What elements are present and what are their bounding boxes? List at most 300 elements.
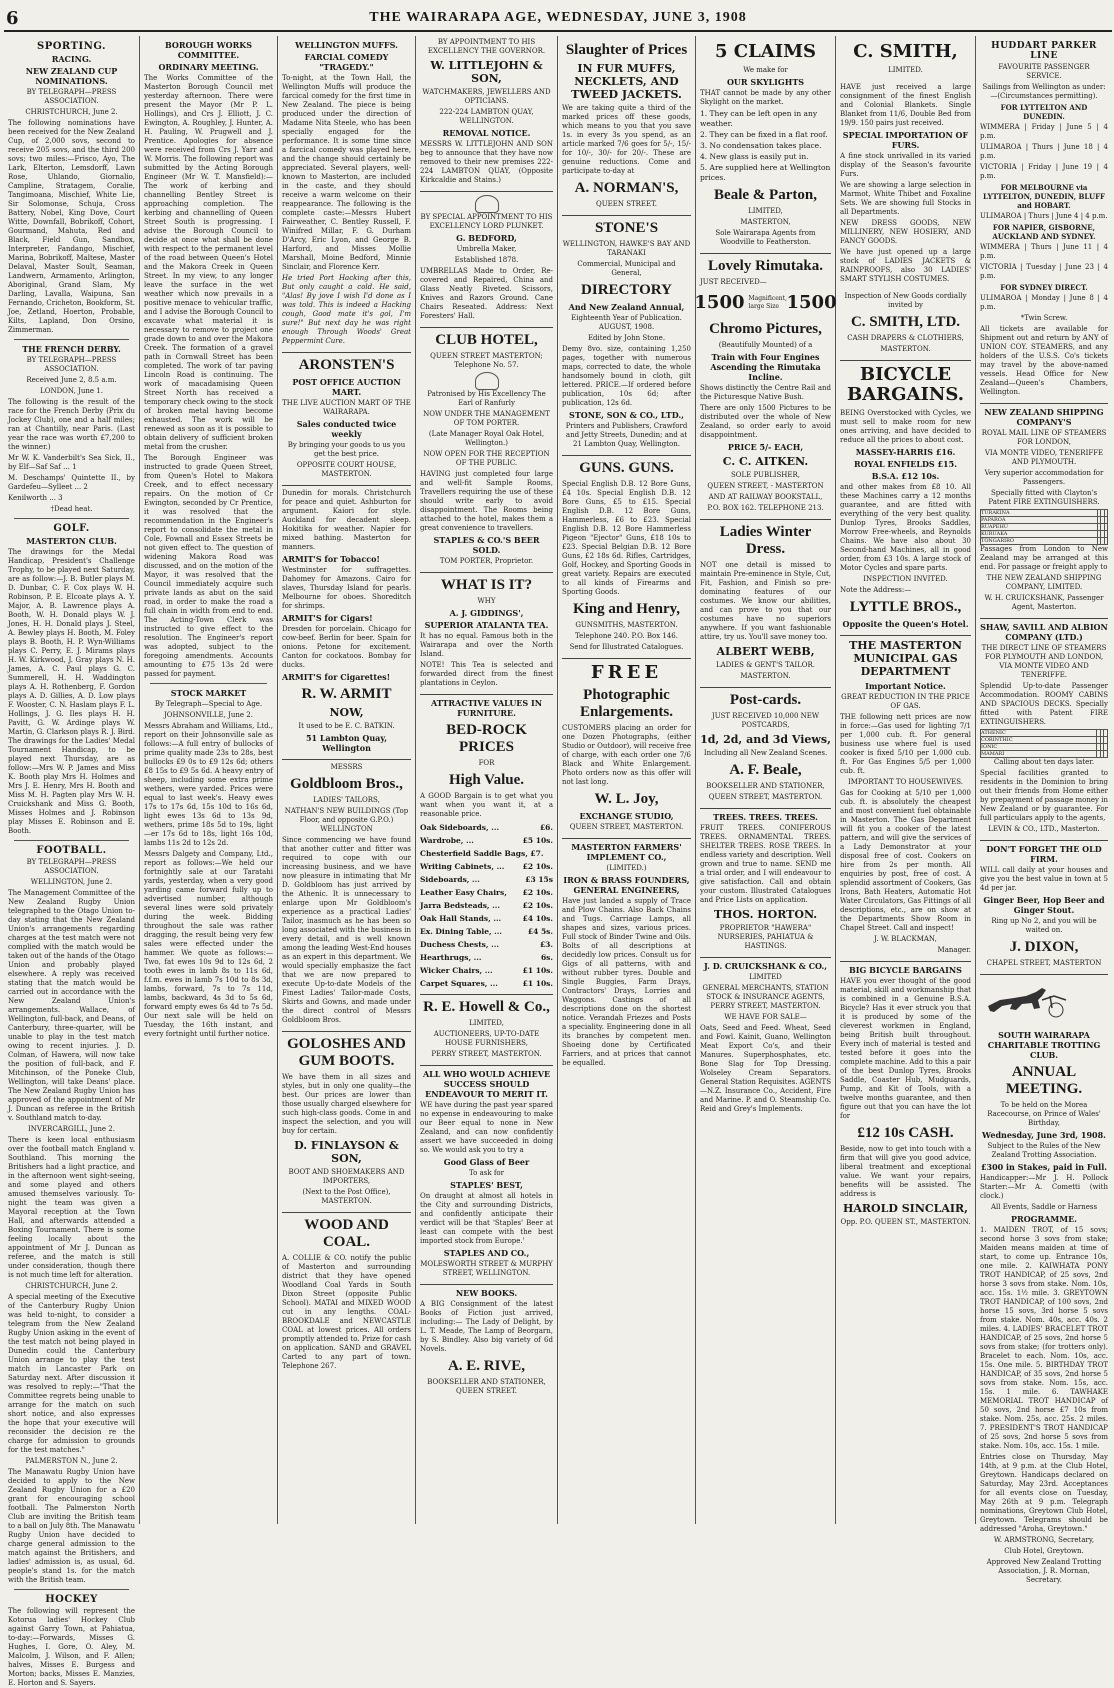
advert-text: Magnificent, large Size: [748, 295, 787, 310]
advert-af-beale: A. F. Beale,: [729, 762, 802, 778]
trotting-horse-icon: [980, 982, 1070, 1020]
advert-text: Splendid Up-to-date Passenger Accommodation. ROOMY CABINS AND SPACIOUS DECKS. Specially fitted with Patent FIRE EXTINGUISHERS.: [980, 682, 1108, 726]
advert-lovely-rimutaka: Lovely Rimutaka.: [707, 258, 823, 274]
table-cell: [1104, 737, 1108, 744]
advert-text: BOOT AND SHOEMAKERS AND IMPORTERS,: [288, 1168, 405, 1185]
dateline: CHRISTCHURCH, June 2.: [25, 108, 118, 116]
advert-text: Entries close on Thursday, May 14th, at 9 p.m. at the Club Hotel, Greytown. Handicaps declared on Saturday, May 23rd. Acceptances for all events close on Tuesday, May 26th at 9 p.m. Telegraph nominations, Greytown Club Hotel, Greytown. Telegrams should be addressed "Aroha, Greytown.": [980, 1453, 1108, 1533]
price-cell: Wicker Chairs, ...: [420, 966, 493, 975]
advert-text: Eighteenth Year of Publication. AUGUST, 1908.: [571, 314, 682, 331]
advert-text: SPECIAL IMPORTATION OF FURS.: [842, 130, 969, 150]
heading-borough-works: BOROUGH WORKS COMMITTEE.: [165, 40, 252, 60]
sailing-row: WIMMERA | Friday | June 5 | 4 p.m.: [980, 123, 1108, 140]
masthead-title: THE WAIRARAPA AGE, WEDNESDAY, JUNE 3, 1908: [369, 10, 747, 25]
advert-text: Commercial, Municipal and General,: [577, 260, 676, 277]
advert-text: STAPLES' BEST,: [450, 1180, 523, 1190]
advert-lyttle-bros: LYTTLE BROS.,: [849, 599, 962, 615]
advert-text: Demy 8vo. size, containing 1,250 pages, together with numerous maps, corrected to date, the whole handsomely bound in cloth, gilt lettered. PRICE.—If ordered before publication, 10s 6d; after publication, 12s 6d.: [562, 345, 691, 407]
advert-text: It has no equal. Famous both in the Wairarapa and over the North Island.: [420, 632, 553, 658]
subheading: FARCIAL COMEDY "TRAGEDY.": [304, 52, 389, 72]
advert-text: NOTE! This Tea is selected and forwarded direct from the finest plantations in Ceylon.: [420, 661, 553, 687]
advert-text: WHY: [477, 597, 496, 605]
table-cell: [1104, 517, 1107, 524]
heading-stock-market: STOCK MARKET: [170, 688, 247, 698]
advert-text: HAVING just completed four large and well-fit Sample Rooms, Travellers requiring the use of these should write early to avoid disappointment. The Rooms being attached to the hotel, makes them a great convenience to travellers.: [420, 470, 553, 532]
claim-item: 4. New glass is easily put in.: [700, 152, 809, 161]
ship-name: ATHENIC: [981, 730, 1097, 737]
claim-item: 5. Are supplied here at Wellington prices.: [700, 163, 831, 182]
advert-c-smith-ltd: C. SMITH, LTD.: [850, 314, 961, 330]
advert-text: QUEEN STREET MASTERTON; Telephone No. 57.: [430, 352, 543, 369]
advert-aronsten: ARONSTEN'S: [298, 357, 395, 373]
advert-text: MASTERTON.: [740, 672, 791, 680]
royal-crest-icon: [475, 372, 499, 390]
advert-text: P.O. BOX 162. TELEPHONE 213.: [707, 504, 824, 512]
dateline: CHRISTCHURCH, June 2.: [25, 1282, 118, 1290]
sailing-row: WIMMERA | Thurs | June 11 | 4 p.m.: [980, 243, 1108, 260]
advert-stones: STONE'S: [594, 220, 659, 236]
advert-huddart-parker: HUDDART PARKER LINE: [991, 41, 1097, 61]
advert-text: Edited by John Stone.: [587, 334, 666, 342]
sailing-row: ULIMAROA | Monday | June 8 | 4 p.m.: [980, 294, 1108, 311]
advert-text: TOM PORTER, Proprietor.: [439, 557, 534, 565]
advert-armit: ARMIT'S for Cigarettes!: [282, 672, 391, 682]
masthead: [4, 6, 1112, 32]
price-cell: £4 10s.: [522, 914, 553, 923]
dateline: BY TELEGRAPH—PRESS ASSOCIATION.: [26, 88, 117, 105]
advert-text: (Late Manager Royal Oak Hotel, Wellington.): [428, 430, 545, 447]
advert-text: SOLE PUBLISHER,: [730, 471, 801, 479]
column-2-borough: [140, 36, 278, 1524]
advert-dont-forget: DON'T FORGET THE OLD FIRM.: [986, 844, 1102, 864]
advert-text: B.S.A. £12 10s.: [871, 471, 940, 481]
ship-name: MAMARI: [981, 751, 1097, 758]
advert-text: NEW DRESS GOODS, NEW MILLINERY, NEW HOSIERY, AND FANCY GOODS.: [840, 219, 971, 245]
advert-text: ROYAL MAIL LINE OF STEAMERS FOR LONDON,: [981, 429, 1107, 446]
advert-text: INSPECTION INVITED.: [863, 575, 948, 583]
advert-littlejohn: W. LITTLEJOHN & SON,: [430, 59, 543, 85]
ship-row: [981, 538, 1108, 545]
dateline: BY TELEGRAPH—PRESS ASSOCIATION.: [26, 858, 117, 875]
advert-text: Have just landed a supply of Trace and Plow Chains. Also Back Chains and Tugs. Carriage Lamps, all shapes and sizes, various prices. Full stock of Binder Twine and Oils. Bolts of all descriptions at decidedly low prices. Consult us for Gigs of all patterns, with and without rubber tyres. Double and Single Buggies, Farm Drays, Contractors' Drays, Lorries and Waggons. Castings of all descriptions done on the shortest notice. Verandah Friezes and Posts a speciality. Engineering done in all its branches by competent men. Shoeing done by Certificated Farriers, and at prices that cannot be equalled.: [562, 897, 691, 1067]
table-cell: [1104, 524, 1107, 531]
price-cell: Leather Easy Chairs,: [420, 888, 507, 897]
advert-text: WE have during the past year spared no expense in endeavouring to make our Beer equal to none in New Zealand, and can now confidently assert we have succeeded in doing so. We would ask you to try a: [420, 1101, 553, 1154]
price-cell: Wardrobe, ...: [420, 836, 474, 845]
advert-text: JUST RECEIVED 10,000 NEW POSTCARDS,: [711, 712, 820, 729]
table-cell: [1104, 510, 1107, 517]
advert-text: THE LIVE AUCTION MART OF THE WAIRARAPA.: [282, 399, 411, 416]
advert-text: AND AT RAILWAY BOOKSTALL,: [708, 493, 823, 501]
advert-text: Passages from London to New Zealand may be arranged at this end. For passage or freight apply to: [980, 545, 1108, 571]
advert-poem: He tried Port Hacking after this, But only caught a cold. He said, "Alas! By jove I wish I'd done as I was told. This is indeed a Hacking cough, Good mate it's gol, I'm sure!" But next day he was right enough Through Woods' Great Peppermint Cure.: [282, 274, 411, 345]
heading-masterton-club: MASTERTON CLUB.: [26, 536, 117, 546]
advert-text: £300 in Stakes, paid in Full.: [980, 1162, 1108, 1172]
advert-shaw-savill: SHAW, SAVILL AND ALBION COMPANY (LTD.): [980, 622, 1108, 642]
advert-text: Established 1878.: [454, 256, 519, 264]
advert-text: Specially fitted with Clayton's Patent FIRE EXTINGUISHERS.: [988, 489, 1100, 506]
advert-text: MASSEY-HARRIS £16.: [855, 447, 956, 457]
advert-text: IN FUR MUFFS, NECKLETS, AND TWEED JACKETS.: [571, 62, 682, 101]
advert-text: Since commencing we have found that another cutter and fitter was required to cope with our increasing business, and we have now pleasure in intimating that Mr D. Goldbloom has just arrived by the Athenic. It is unnecessary to enlarge upon Mr Goldbloom's experience as a practical Ladies' Tailor, inasmuch as he has been so long associated with the business in every detail, and is well known among the leading West-End houses as an expert in this department. We would specially emphasize the fact that we are now prepared to execute Up-to-date Models of the Finest Ladies' Tailor-made Costs, Skirts and Gowns, and made under the direct control of Messrs Goldbloom Bros.: [282, 836, 411, 1024]
price-row: [420, 951, 553, 964]
advert-text: A. COLLIE & CO. notify the public of Masterton and surrounding district that they have opened Woodland Coal Yards in South Dixon Street (opposite Public School). MATAI and MIXED WOOD cut in any lengths. COAL-BROOKDALE and NEWCASTLE COAL at lowest prices. All orders promptly attended to. Prize for cash on application. SAND and GRAVEL Carted to any part of town. Telephone 267.: [282, 1254, 411, 1370]
advert-text: A. J. GIDDINGS',: [449, 608, 524, 618]
advert-text: MASTERTON.: [880, 345, 931, 353]
price-cell: Oak Hall Stands, ...: [420, 914, 502, 923]
advert-joy: W. L. Joy,: [594, 791, 659, 807]
advert-text: MOLESWORTH STREET & MURPHY STREET, WELLINGTON.: [420, 1260, 553, 1277]
advert-text: JUST RECEIVED—: [700, 278, 767, 286]
article-text: The following nominations have been received for the New Zealand Cup, of 2,000 sovs, second to receive 205 sovs, and the third 200 sovs; two miles:—Frisco, Ayo, The Lark, Elterton, Lemsdorff, Lawn Rose, Uhlando, Giornalio, Campline, Stratagem, Coralie, Tangimoana, Mischief, White Lie, Sir Solomonse, Schuja, Cross Battery, Nobel, King Dove, Court Witte, Downfall, Bobrikoff, Cohort, Gourmand, Mahuta, Red and Black, Field Gun, Sandbox, Interpreter, Fandango, Mischief, Marina, Bobrikoff, Maltese, Master Delaval, Master Soult, Seaman, Landwern, Armamento, Arlington, Aboriginal, Grand Slam, My Darling, Lavalla, Waipuna, San Fernando, Cricheton, Bookform, St. Joe, Zetland, Hoerton, Probable, Kilts, Lapland, Don Orsino, Zimmerman.: [8, 119, 135, 334]
advert-text: Patronised by His Excellency The Earl of Ranfurly: [427, 390, 546, 407]
ship-row: [981, 751, 1108, 758]
sailing-table: [980, 509, 1108, 545]
advert-text: LIMITED: [749, 973, 782, 981]
advert-text: 1d, 2d, and 3d Views,: [700, 733, 831, 746]
advert-text: 222-224 LAMBTON QUAY, WELLINGTON.: [439, 108, 534, 125]
advert-text: STONE, SON & CO., LTD.,: [569, 410, 684, 420]
heading-racing: RACING.: [51, 54, 92, 64]
advert-text: GENERAL MERCHANTS, STATION STOCK & INSURANCE AGENTS, PERRY STREET, MASTERTON.: [702, 984, 829, 1010]
advert-armit: ARMIT'S for Cigars!: [282, 613, 373, 623]
table-cell: [1104, 538, 1107, 545]
price-list: [420, 821, 553, 990]
page-number: 6: [6, 8, 19, 29]
advert-goldbloom: Goldbloom Bros.,: [290, 776, 403, 792]
advert-text: CHAPEL STREET, MASTERTON: [986, 959, 1102, 967]
advert-text: Subject to the Rules of the New Zealand Trotting Association.: [987, 1142, 1101, 1159]
advert-text: Printers and Publishers, Crawford and Jetty Streets, Dunedin; and at 21 Lambton Quay, Wellington.: [565, 422, 688, 448]
advert-ladies-winter-dress: Ladies Winter Dress.: [719, 524, 812, 557]
advert-text: POST OFFICE AUCTION MART.: [292, 377, 401, 397]
advert-rw-armit: R. W. ARMIT: [301, 686, 392, 702]
price-cell: Hearthrugs, ...: [420, 953, 482, 962]
advert-cruickshank: J. D. CRUICKSHANK & CO.,: [703, 961, 828, 971]
advert-club-hotel: CLUB HOTEL,: [435, 332, 538, 348]
price-row: [420, 977, 553, 990]
advert-goloshes: GOLOSHES AND GUM BOOTS.: [287, 1036, 406, 1069]
advert-text: We make for: [743, 66, 788, 74]
price-cell: Writing Cabinets, ...: [420, 862, 505, 871]
advert-text: LADIES & GENT'S TAILOR.: [715, 661, 816, 669]
advert-text: Inspection of New Goods cordially invited by: [844, 292, 967, 309]
claim-list: [700, 109, 831, 183]
advert-text: Opposite the Queen's Hotel.: [842, 619, 969, 629]
dateline: PALMERSTON N., June 2.: [25, 1457, 118, 1465]
ship-name: TONGARIRO: [981, 538, 1098, 545]
advert-text: WE HAVE FOR SALE—: [724, 1013, 807, 1021]
dateline: WELLINGTON, June 2.: [30, 878, 113, 886]
price-row: [420, 912, 553, 925]
advert-text: ANNUAL MEETING.: [1005, 1064, 1083, 1097]
advert-text: WELLINGTON, HAWKE'S BAY AND TARANAKI: [562, 240, 691, 257]
table-cell: [1104, 751, 1108, 758]
sailing-row: VICTORIA | Friday | June 19 | 4 p.m.: [980, 163, 1108, 180]
advert-text: W. H. CRUICKSHANK, Passenger Agent, Masterton.: [984, 594, 1104, 611]
advert-text: Send for Illustrated Catalogues.: [569, 643, 684, 651]
advert-text: REMOVAL NOTICE.: [442, 128, 531, 138]
advert-text: NOT one detail is missed to maintain Pre-eminence in Style, Cut, Fit, Fashion, and Finish so pre-dominating features of our costumes. We know our abilities, and can prove to you that our costumes have no superiors anywhere. If you want fashionable attire, try us. You'll save money too.: [700, 561, 831, 641]
article-text: Messrs Dalgety and Company, Ltd., report as follows:—We held our fortnightly sale at our Taratahi yards, yesterday, when a very good yarding came forward fully up to advertised number, although several lines were sold privately during the week. Bidding throughout the sale was rather dragging, the result being very few sales were effected under the hammer. We quote as follows:—Two, fat ewes 10s 9d to 12s 6d, 2 tooth ewes in lamb 8s to 11s 6d, f.f.m. ewes in lamb 7s 10d to 8s 3d, lambs, forward, 7s to 7s 11d, lambs, backward, 4s 3d to 5s 6d, forward empty ewes 6s 4d to 7s 5d. Our next sale will be held on Tuesday, the 16th instant, and every fortnight until further notice.: [144, 850, 273, 1038]
price-cell: £6.: [539, 823, 553, 832]
advert-text: PERRY STREET, MASTERTON.: [431, 1050, 542, 1058]
advert-text: FRUIT TREES. CONIFEROUS TREES. ORNAMENTAL TREES. SHELTER TREES. ROSE TREES. In endless variety and description. Well grown and true to name. SEND me a trial order, and I will endeavour to give satisfaction. Call and obtain your custom. Illustrated Catalogues and Price Lists on application.: [700, 824, 831, 904]
advert-king-henry: King and Henry,: [572, 601, 681, 617]
advert-text: Approved New Zealand Trotting Association, J. R. Mornan, Secretary.: [986, 1558, 1102, 1584]
advert-text: WATCHMAKERS, JEWELLERS AND OPTICIANS.: [422, 88, 551, 105]
price-cell: £4 5s.: [527, 927, 553, 936]
column-1-sport: [4, 36, 140, 1687]
ship-name: CORINTHIC: [981, 737, 1097, 744]
advert-text: WILL call daily at your houses and give you the best value in town at 5 4d per jar.: [980, 866, 1108, 892]
advert-text: LIMITED,: [748, 207, 783, 215]
advert-free: FREE: [590, 662, 663, 683]
advert-text: CASH DRAPERS & CLOTHIERS,: [847, 334, 964, 342]
advert-text: It used to be E. C. BATKIN.: [298, 722, 395, 730]
advert-farmers-implement: MASTERTON FARMERS' IMPLEMENT CO.,: [571, 842, 682, 862]
advert-text: A BIG Consignment of the latest Books of Fiction just arrived, including:— The Lady of Delight, by L. T. Meade, The Lamp of Beorgarn, by S. Bindley. Also big variety of 6d Novels.: [420, 1300, 553, 1353]
advert-text: THE NEW ZEALAND SHIPPING COMPANY, LIMITED.: [986, 574, 1102, 591]
advert-text: and other makes from £8 10. All these Machines carry a 12 months guarantee, and are fitted with everything of the very best quality. Dunlop Tyres, Brooks Saddles, Morrow Free-wheels, and Reynolds Chains. We have also about 30 Second-hand Machines, all in good order, from £3 10s. A large stock of Motor Cycles and spare parts.: [840, 483, 971, 572]
advert-text: W. ARMSTRONG, Secretary,: [993, 1536, 1095, 1544]
advert-text: THE following nett prices are now in force:—Gas used for lighting 7/1 per 1,000 cub. ft. For general business use where fuel is used cooker is fixed 5/10 per 1,000 cub. ft. For Gas Engines 5/5 per 1,000 cub. ft.: [840, 713, 971, 775]
advert-trees: TREES. TREES. TREES.: [713, 812, 818, 822]
advert-albert-webb: ALBERT WEBB,: [716, 645, 815, 658]
advert-text: Chromo Pictures,: [709, 321, 822, 337]
price-row: [420, 847, 553, 860]
advert-text: MESSRS W. LITTLEJOHN AND SON beg to announce that they have now removed to their new premises 222-224 LAMBTON QUAY, (Opposite Kirkcaldie and Stains.): [420, 140, 553, 184]
heading-football: FOOTBALL.: [36, 845, 107, 856]
sailing-row: VICTORIA | Tuesday | June 23 | 4 p.m.: [980, 263, 1108, 280]
advert-tea: WHAT IS IT?: [440, 577, 533, 593]
dateline: BY TELEGRAPH—PRESS ASSOCIATION.: [26, 356, 117, 373]
claim-item: 3. No condensation takes place.: [700, 141, 822, 150]
advert-text: NOW,: [329, 706, 364, 719]
advert-text: THE DIRECT LINE OF STEAMERS FOR PLYMOUTH AND LONDON, VIA MONTE VIDEO AND TENERIFFE.: [981, 644, 1107, 679]
advert-text: And New Zealand Annual,: [568, 302, 685, 312]
advert-text: UMBRELLAS Made to Order, Re-covered and Repaired, China and Glass Neatly Riveted. Scissors, Knives and Razors Ground. Cane Chairs Reseated. Address: Next Foresters' Hall.: [420, 267, 553, 320]
advert-postcards: Post-cards.: [729, 692, 802, 708]
dateline: JOHNSONVILLE, June 2.: [164, 711, 253, 719]
ship-name: KURUAKA: [981, 531, 1098, 538]
advert-text: (Next to the Post Office), MASTERTON.: [302, 1188, 391, 1205]
article-text: Messrs Abraham and Williams, Ltd., report on their Johnsonville sale as follows:—A full entry of bullocks of prime quality made 23s to 28s, best bullocks £9 0s to £9 12s 6d; others £8 15s to £9 5s 6d. A heavy entry of sheep, including some extra prime wethers, were yarded. Prices were equal to last week's. Heavy ewes 17s to 17s 6d, 15s 10d to 16s 6d, light ewes 13s 6d to 13s 9d, wethers, prime 18s 5d to 19s, light—er 17s 6d to 18s, light 16s 10d, lambs 11s 2d to 12s 2d.: [144, 722, 273, 847]
advert-text: Shows distinctly the Centre Rail and the Picturesque Native Bush.: [700, 384, 831, 401]
advert-text: Wednesday, June 3rd, 1908.: [982, 1130, 1106, 1140]
advert-text: Important Notice.: [865, 681, 946, 691]
route-heading: FOR MELBOURNE via LYTTELTON, DUNEDIN, BLUFF and HOBART.: [982, 183, 1106, 210]
column-4: [416, 36, 558, 1524]
advert-text: SUPERIOR ATALANTA TEA.: [424, 620, 549, 630]
advert-text: Sales conducted twice weekly: [296, 419, 397, 439]
footnote: *Twin Screw.: [1020, 314, 1068, 322]
table-cell: [1104, 730, 1108, 737]
advert-text: MESSRS: [330, 763, 363, 771]
article-text: The following is the result of the race for the French Derby (Prix du Jockey Club), one and a half miles; ran at Chantilly, near Paris. (Last year the race was worth £7,200 to the winner.): [8, 398, 135, 451]
advert-text: 1. MAIDEN TROT, of 15 sovs; second horse 3 sovs from stake; Maiden means maiden at time of start, to come up. Entrance 10s, one mile. 2. KAIWHATA PONY TROT HANDICAP, of 25 sovs, 2nd horse 3 sovs from stake. Nom. 10s, acc. 15s. 1½ mile. 3. GREYTOWN TROT HANDICAP, of 100 sovs, 2nd horse 15 sovs, 3rd horse 5 sovs from stake. Nom. 40s, acc. 40s. 2 miles. 4. LADIES' BRACELET TROT HANDICAP, of 25 sovs, 2nd horse 5 sovs from stake; (for trotters only). Bracelet to each. Nom. 10s, acc. 15s. One mile. 5. BIRTHDAY TROT HANDICAP, of 35 sovs, 2nd horse 5 sovs from stake. Nom. 15s, acc. 15s. 1 mile. 6. TAWHAKE MEMORIAL TROT HANDICAP of 50 sovs, 2nd horse £7 10s from stake. Nom. 25s, acc. 25s. 2 miles. 7. PRESIDENT'S TROT HANDICAP of 25 sovs, 2nd horse 5 sovs from stake. Nom. 10s, acc. 15s. 1 mile.: [980, 1226, 1108, 1450]
advert-text: On draught at almost all hotels in the City and surrounding Districts, and confidently anticipate their verdict will be that 'Staples' Beer at least can compete with the best imported stock from Europe.': [420, 1192, 553, 1245]
advert-text: LIMITED,: [469, 1019, 504, 1027]
price-row: [420, 821, 553, 834]
price-cell: £1 10s.: [522, 966, 553, 975]
advert-text: Very superior accommodation for Passengers.: [984, 469, 1104, 486]
race-result: M. Deschamps' Quintette II., by Gardefeu—Sylleet ... 2: [8, 474, 135, 491]
heading-wellington-muffs: WELLINGTON MUFFS.: [295, 40, 398, 50]
column-8: [976, 36, 1112, 1584]
advert-dixon: J. DIXON,: [1009, 939, 1079, 955]
advert-text: BEING Overstocked with Cycles, we must sell to make room for new ones arriving, and have decided to reduce all the prices to about cost.: [840, 409, 971, 444]
column-6: [696, 36, 836, 1524]
advert-text: Special English D.B. 12 Bore Guns, £4 10s. Special English D.B. 12 Bore Guns, £5 to £15. Special English D.B. 12 Bore Guns, Hammerless, £6 to £23. Special English D.B. 12 Bore Hammerless Pigeon "Ejector" Guns, £18 10s to £23. Special Belgian D.B. 12 Bore Guns, £2 18s 6d. Rifles, Cartridges, Golf, Hockey, and Sporting Goods in great variety. Repairs are executed to all kinds of Firearms and Sporting Goods.: [562, 480, 691, 596]
ship-name: TURAKINA: [981, 510, 1098, 517]
advert-text: High Value.: [448, 772, 525, 788]
heading-nz-cup: NEW ZEALAND CUP NOMINATIONS.: [25, 66, 118, 86]
advert-text: Ring up No 2, and you will be waited on.: [991, 917, 1097, 934]
advert-new-books: NEW BOOKS.: [455, 1288, 518, 1298]
advert-text: STAPLES & CO.'S BEER SOLD.: [433, 535, 540, 555]
ship-row: [981, 531, 1108, 538]
advert-text: Oats, Seed and Feed. Wheat, Seed and Fowl. Kainit, Guano, Wellington Meat Export Co's, and their Manures. Superphosphates, etc. Bone Slag for Top Dressing. Wolseley Cream Separators. General Station Requisites. AGENTS—N.Z. Insurance Co., Accident, Fire and Marine. P. and O. Steamship Co. Reid and Grey's Implements.: [700, 1024, 831, 1113]
dateline: LONDON, June 1.: [40, 387, 103, 395]
advert-text: Including all New Zealand Scenes.: [703, 749, 828, 757]
advert-finlayson: D. FINLAYSON & SON,: [294, 1139, 399, 1165]
advert-slaughter: Slaughter of Prices: [565, 42, 688, 58]
advert-beale-parton: Beale & Parton,: [714, 187, 817, 203]
advert-text: OPPOSITE COURT HOUSE, MASTERTON.: [296, 461, 397, 478]
price-cell: £2 10s.: [522, 901, 553, 910]
advert-bedford: G. BEDFORD,: [456, 233, 517, 243]
advert-rive: A. E. RIVE,: [447, 1358, 526, 1374]
dateline: By Telegraph—Special to Age.: [154, 700, 263, 708]
advert-5-claims: 5 CLAIMS: [714, 41, 817, 62]
advert-guns: GUNS. GUNS.: [579, 460, 674, 476]
advert-price: £12 10s CASH.: [857, 1125, 954, 1141]
sailing-table: [980, 729, 1108, 758]
price-row: [420, 834, 553, 847]
advert-text: To be held on the Morea Racecourse, on Prince of Wales' Birthday,: [987, 1101, 1101, 1127]
advert-text: AUCTIONEERS, UP-TO-DATE HOUSE FURNISHERS,: [433, 1030, 540, 1047]
article-text: The Borough Engineer was instructed to grade Queen Street, from Queen's Hotel to Makora Creek, and to effect necessary repairs. On the motion of Cr Ewington, seconded by Cr Prentice, it was resolved that the recommendation in the Engineer's report to consolidate the metal in Cole, Fownall and Essex Streets be not given effect to. The question of widening Makora Road was discussed, and on the motion of the Mayor, it was resolved that the Council immediately acquire such private lands as abut on the said road, in order to make the road a full chain in width from end to end. The Acting-Town Clerk was instructed to give effect to the resolution. The Engineer's report was adopted, subject to the foregoing amendments. Accounts amounting to £75 13s 2d were passed for payment.: [144, 454, 273, 678]
advert-norman: A. NORMAN'S,: [574, 180, 679, 196]
heading-hockey: HOCKEY: [45, 1594, 98, 1605]
advert-text: BOOKSELLER AND STATIONER, QUEEN STREET.: [427, 1378, 546, 1395]
advert-text: QUEEN STREET, MASTERTON.: [708, 793, 823, 801]
advert-text: IRON & BRASS FOUNDERS, GENERAL ENGINEERS,: [563, 875, 690, 895]
sailing-row: ULIMAROA | Thurs | June 4 | 4 p.m.: [980, 212, 1108, 220]
advert-text: QUEEN STREET.: [595, 200, 658, 208]
article-text: The following will represent the Kotorua ladies' Hockey Club against Garry Town, at Pahiatua, to-day:—Forwards, Misses G. Hughes, I. Gore, O. Aley, M. Malcolm, J. Wilson, and F. Allen; halves, Misses E. Burgess and Morton; backs, Misses E. Manzies, E. Horton and S. Sayers.: [8, 1607, 135, 1687]
advert-text: VIA MONTE VIDEO, TENERIFFE AND PLYMOUTH.: [984, 449, 1104, 466]
advert-text: BOOKSELLER AND STATIONER,: [706, 782, 825, 790]
advert-text: HAVE you ever thought of the good material, skill and workmanship that is combined in a Genuine B.S.A. Bicycle? Has it ever struck you that it is produced by some of the cleverest workmen in England, being British built throughout. Every inch of material is tested and tested before it goes into the complete machine. Add to this a pair of the best Dunlop Tyres, Brooks Saddle, Coaster Hub, Mudguards, Pump, and Kit of Tools, with a twelve months guarantee, and then figure out that you can have the lot for: [840, 977, 971, 1120]
advert-text: GREAT REDUCTION IN THE PRICE OF GAS.: [841, 693, 970, 710]
advert-aitken: C. C. AITKEN.: [722, 455, 809, 468]
advert-text: LIMITED.: [888, 66, 923, 74]
dateline: INVERCARGILL, June 2.: [28, 1125, 115, 1133]
advert-text: All tickets are available for Shipment out and return by ANY of UNION COY. STEAMERS, and any holders of the U.S.S. Co's tickets may travel by the above-named vessels. Head Office for New Zealand—Queen's Chambers, Wellington.: [980, 325, 1108, 396]
price-cell: Jarra Bedsteads, ...: [420, 901, 500, 910]
price-cell: Carpet Squares, ...: [420, 979, 498, 988]
advert-text: Umbrella Maker,: [456, 245, 517, 253]
advert-armit: ARMIT'S for Tobacco!: [282, 554, 380, 564]
advert-text: Special facilities granted to residents in the Dominion to bring out their friends from Home either by prepayment of passage money in New Zealand or by guarantee. For full particulars apply to the agents,: [980, 769, 1108, 822]
advert-text: PRICE 5/- EACH,: [727, 442, 804, 452]
advert-text: Telephone 240. P.O. Box 146.: [575, 632, 678, 640]
advert-text: IMPORTANT TO HOUSEWIVES.: [847, 778, 964, 786]
article-text: The Management Committee of the New Zealand Rugby Union telegraphed to the Otago Union to-day stating that the New Zealand Union's arrangements regarding charges at the test match were not complied with the match would be taken out of the hands of the Otago Union and probably played elsewhere. A reply was received stating that the match would be carried out in accordance with the New Zealand Union's arrangements. Wallace, of Wellington, full-back, and Deans, of Canterbury, three-quarter, will be unable to play in the test match owing to recent injuries. J. D. Colman, of Hawera, will now take the position of full-back, and F. Mitchinson, of the Poneke Club, Wellington, will take Deans' place. The New Zealand Rugby Union has approved of the appointment of Mr J. Duncan as referee in the British v. Southland match to-day.: [8, 889, 135, 1122]
column-7: [836, 36, 976, 1524]
ship-name: IONIC: [981, 744, 1097, 751]
price-row: [420, 860, 553, 873]
advert-text: FAVOURITE PASSENGER SERVICE.: [998, 63, 1090, 80]
sailing-row: ULIMAROA | Thurs | June 18 | 4 p.m.: [980, 143, 1108, 160]
article-text: To-night, at the Town Hall, the Wellington Muffs will produce the farcical comedy for the first time in New Zealand. The piece is being produced under the direction of Madame Nita Steele, who has been specially engaged for the performance. It is some time since a farcical comedy was played here, and the change should certainly be appreciated. Several players, well-known to Masterton, are included in the caste, and they should receive a warm welcome on their reappearance. The following is the complete caste:—Messrs Hubert Fairweather, C. Bentley Russell, F. Winifred Millar, F. G. Durham D'Arcy, Eric Lyon, and George B. Harford, and Misses Mollie Marshall, Moine Bedford, Minnie Sinclair, and Florence Kerr.: [282, 74, 411, 271]
advert-text: Manager.: [937, 946, 971, 954]
advert-text: All Events, Saddle or Harness: [990, 1203, 1098, 1211]
price-cell: Oak Sideboards, ...: [420, 823, 500, 832]
ship-name: RUAPEHU: [981, 524, 1098, 531]
dateline: Received June 2, 8.5 a.m.: [26, 376, 117, 384]
advert-text: Calling about ten days later.: [993, 758, 1095, 766]
ship-row: [981, 524, 1108, 531]
advert-text: Train with Four Engines Ascending the Rimutaka Incline.: [710, 352, 821, 382]
column-5: [558, 36, 696, 1524]
route-heading: FOR NAPIER, GISBORNE, AUCKLAND AND SYDNEY.: [992, 223, 1096, 241]
advert-text: Dunedin for morals. Christchurch for peace and quiet. Ashburton for argument. Kaiori for style. Auckland for decadent sleep. Hokitika for weather. Napier for mixed bathing. Masterton for manners.: [282, 489, 411, 551]
advert-text: Ginger Beer, Hop Beer and Ginger Stout.: [983, 895, 1105, 915]
article-text: A special meeting of the Executive of the Canterbury Rugby Union was held to-night, to consider a telegram from the New Zealand Rugby Union asking in the event of the test match not being played in Dunedin could the Canterbury Union arrange to play the test match in Lancaster Park on Saturday next. After discussion it was resolved to reply:—"That the Committee regrets being unable to arrange for the match on such short notice, and also expresses the hope that your executive will reconsider the decision re the charge for admission to grounds for the test matches.": [8, 1293, 135, 1454]
ship-row: [981, 730, 1108, 737]
price-cell: Duchess Chests, ...: [420, 940, 499, 949]
footnote: †Dead heat.: [50, 505, 93, 513]
advert-horton: THOS. HORTON.: [713, 908, 818, 921]
price-row: [420, 964, 553, 977]
race-result: Mr W. K. Vanderbilt's Sea Sick, II., by Elf—Saf Saf ... 1: [8, 454, 135, 471]
advert-text: Photographic Enlargements.: [580, 687, 673, 720]
price-row: [420, 873, 553, 886]
heading-french-derby: THE FRENCH DERBY.: [22, 344, 121, 354]
advert-number: 1500: [786, 292, 837, 313]
advert-text: PROPRIETOR "HAWERA" NURSERIES, PAHIATUA & HASTINGS.: [717, 924, 814, 950]
column-3: [278, 36, 416, 1524]
heading-golf: GOLF.: [53, 523, 90, 534]
advert-text: QUEEN STREET, - MASTERTON: [707, 482, 824, 490]
subheading: ORDINARY MEETING.: [158, 62, 259, 72]
advert-text: PROGRAMME.: [1011, 1214, 1077, 1224]
advert-text: FOR: [478, 759, 495, 767]
price-cell: Sideboards, ...: [420, 875, 480, 884]
price-row: [420, 938, 553, 951]
advert-nz-shipping: NEW ZEALAND SHIPPING COMPANY'S: [984, 407, 1104, 427]
advert-text: BED-ROCK PRICES: [446, 722, 527, 755]
claim-item: 1. They can be left open in any weather.: [700, 109, 818, 128]
advert-staples: ALL WHO WOULD ACHIEVE SUCCESS SHOULD ENDEAVOUR TO MERIT IT.: [422, 1069, 551, 1099]
advert-bicycle-bargains: BICYCLE BARGAINS.: [847, 364, 964, 405]
advert-text: HAVE just received a large consignment of the finest English and Colonial Blankets. Single Blanket from 11/6, Double Bed from 19/9. 150 pairs just received.: [840, 83, 971, 127]
table-cell: [1104, 744, 1108, 751]
advert-gas-department: THE MASTERTON MUNICIPAL GAS DEPARTMENT: [849, 639, 962, 678]
advert-harold-sinclair: HAROLD SINCLAIR,: [842, 1202, 969, 1215]
claim-item: 2. They can be fixed in a flat roof.: [700, 130, 828, 139]
advert-wood-coal: WOOD AND COAL.: [304, 1217, 389, 1250]
royal-crest-icon: [475, 195, 499, 213]
advert-text: By bringing your goods to us you get the best price.: [287, 441, 406, 458]
advert-text: QUEEN STREET, MASTERTON.: [569, 823, 684, 831]
race-result: Kenilworth ... 3: [8, 494, 63, 502]
ship-row: [981, 737, 1108, 744]
route-heading: FOR SYDNEY DIRECT.: [1000, 283, 1088, 292]
